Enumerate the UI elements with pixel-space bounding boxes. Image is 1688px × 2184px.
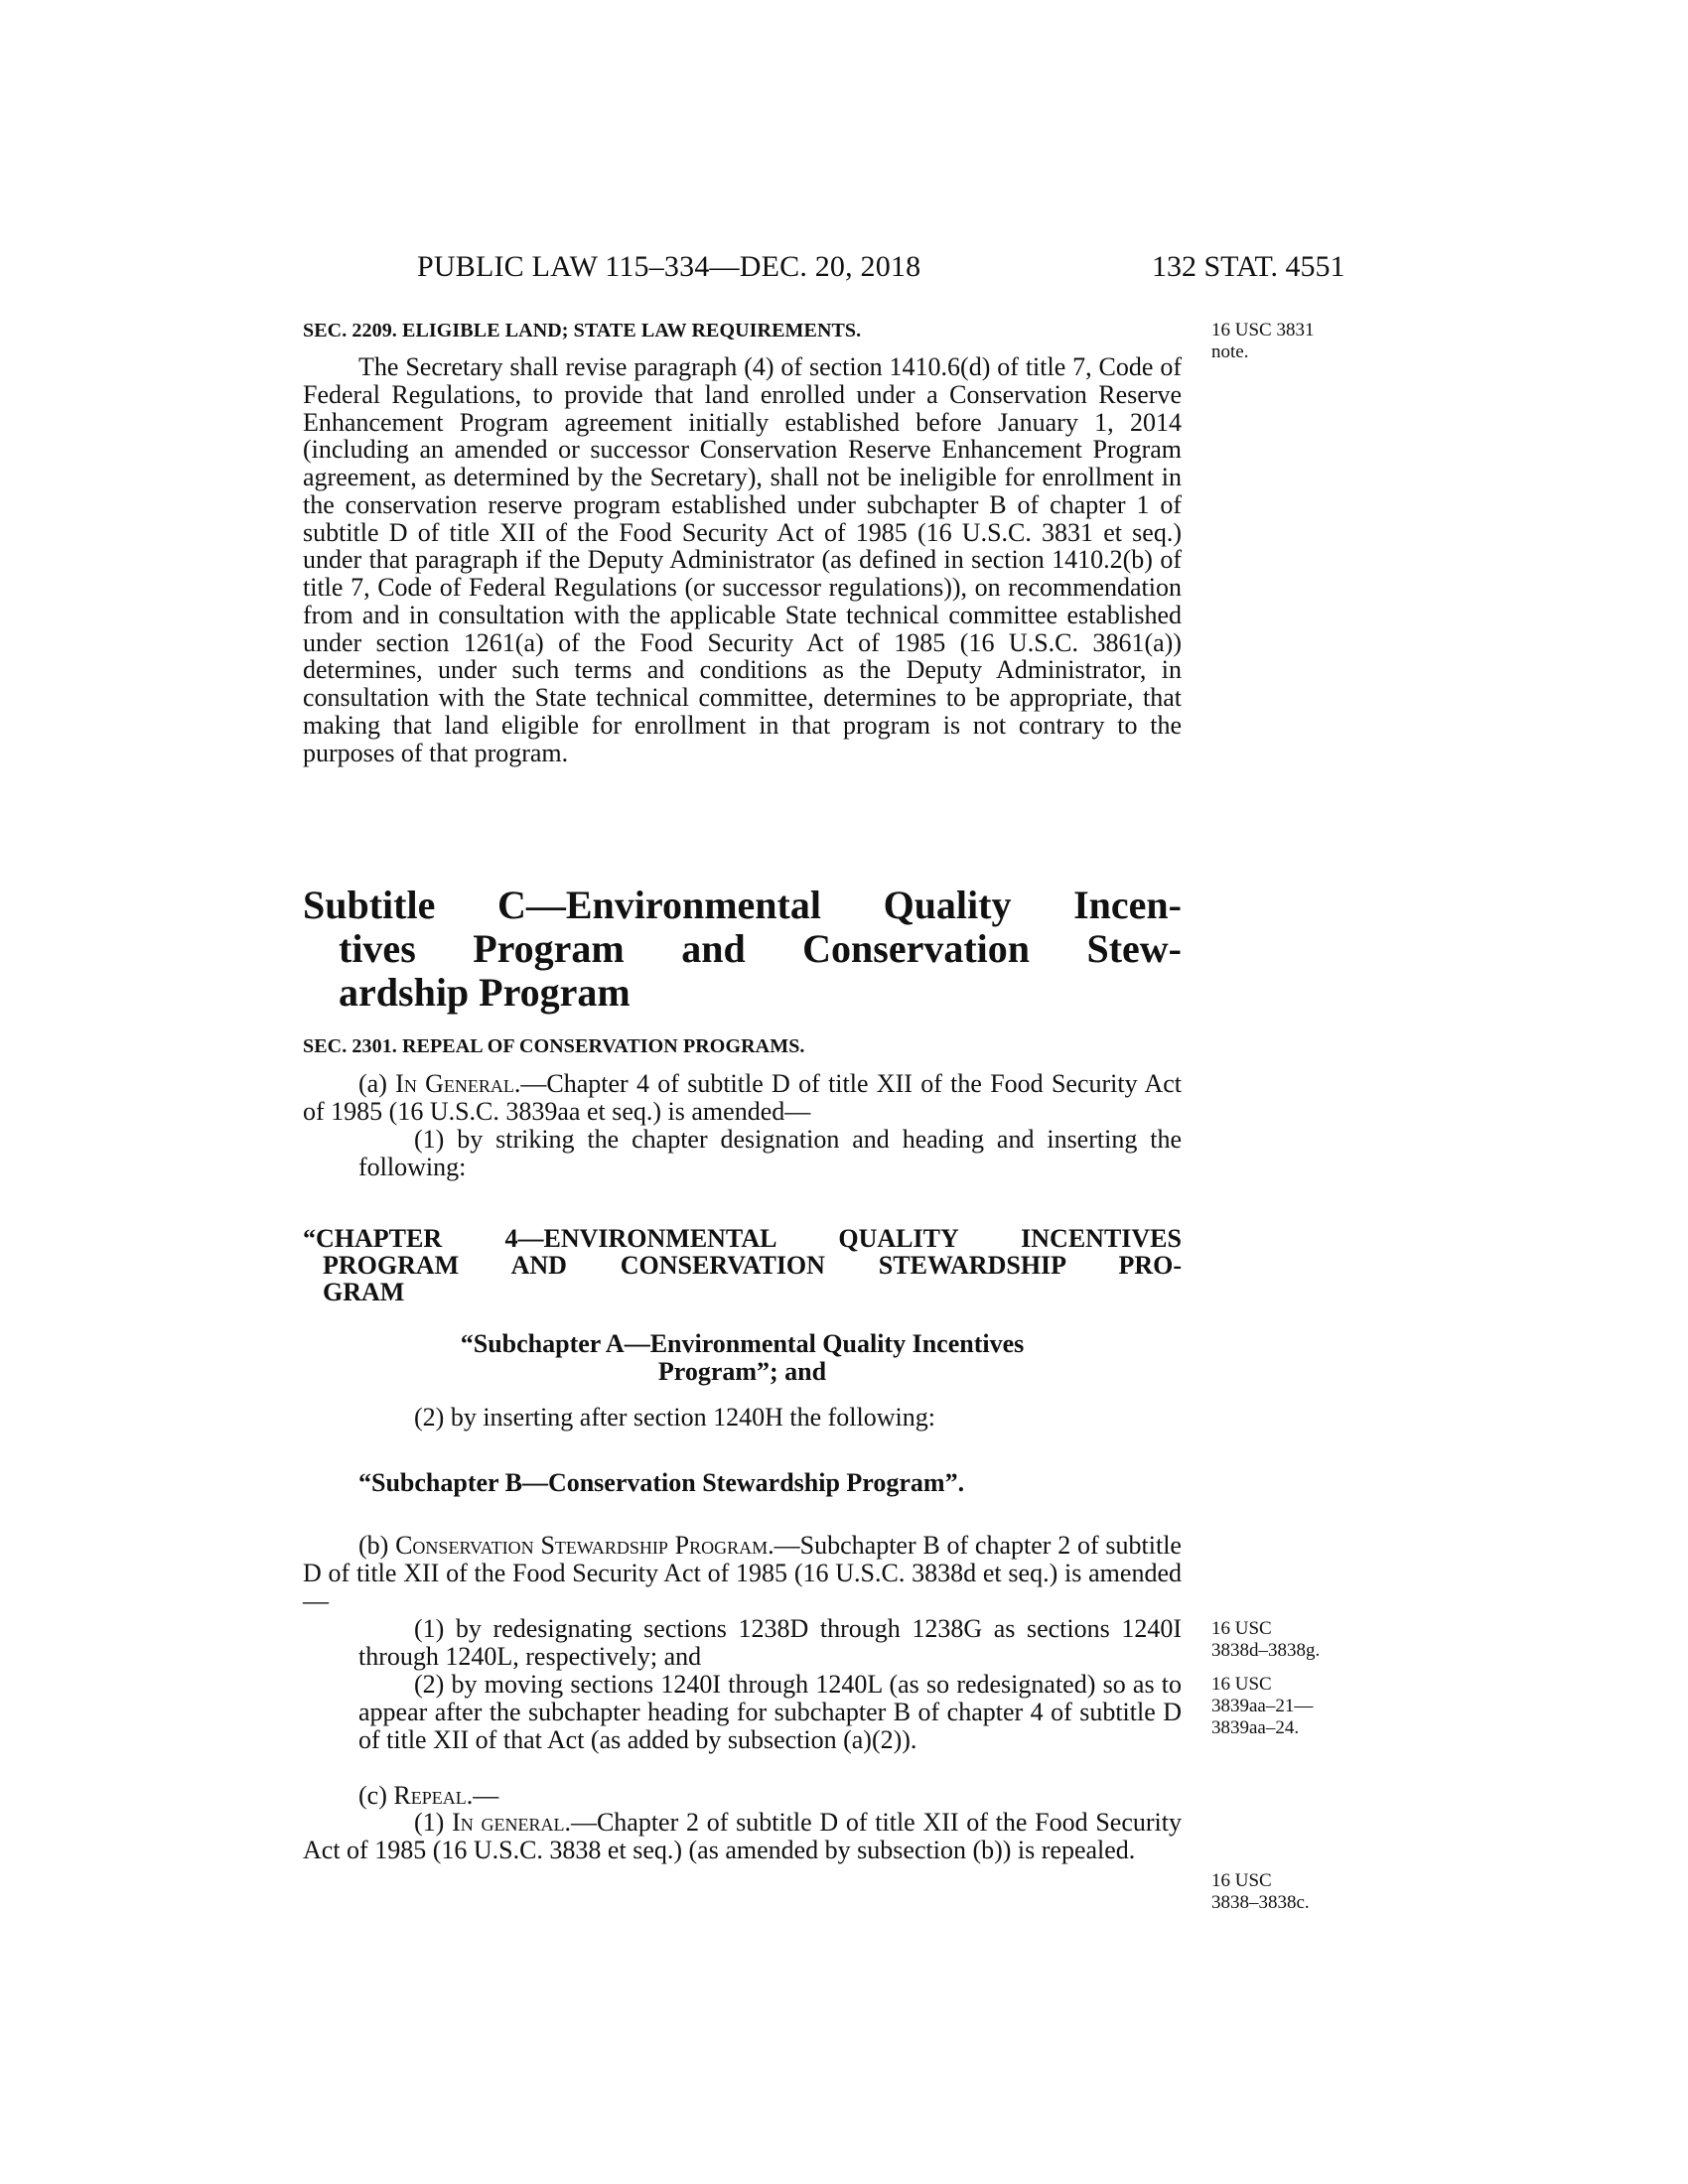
paragraph-c1-text: .—Chapter 2 of subtitle D of title XII of the Food Security Act of 1985 (16 U.S.C. 3838 et seq.) (as amended by subsection (b)) is repealed. xyxy=(303,1808,1182,1864)
paragraph-b1: (1) by redesignating sections 1238D through 1238G as sections 1240I through 1240L, respectively; and xyxy=(358,1614,1182,1671)
margin-note-line: 3839aa–24. xyxy=(1211,1717,1300,1738)
paragraph-a2: (2) by inserting after section 1240H the following: xyxy=(414,1403,935,1432)
margin-note-line: 16 USC 3831 xyxy=(1211,320,1315,341)
subchapter-b-heading: “Subchapter B—Conservation Stewardship Program”. xyxy=(358,1468,965,1497)
subchapter-a-line-1: “Subchapter A—Environmental Quality Incentives xyxy=(460,1329,1025,1358)
margin-note-c1 xyxy=(1211,1870,1310,1914)
margin-note-b1 xyxy=(1211,1618,1320,1662)
subsection-a-label: (a) xyxy=(358,1069,396,1098)
chapter-heading-line-1: “CHAPTER 4—ENVIRONMENTAL QUALITY INCENTIVES xyxy=(303,1224,1182,1253)
subchapter-a-heading xyxy=(303,1330,1182,1386)
subsection-c-label: (c) xyxy=(358,1781,394,1810)
margin-note-line: note. xyxy=(1211,341,1249,362)
subsection-c xyxy=(358,1781,498,1811)
subsection-a xyxy=(303,1070,1182,1126)
margin-note-line: 3838d–3838g. xyxy=(1211,1640,1321,1661)
subtitle-line-3: ardship Program xyxy=(339,970,631,1015)
margin-note-line: 3838–3838c. xyxy=(1211,1892,1310,1913)
margin-note-line: 3839aa–21— xyxy=(1211,1696,1314,1716)
chapter-4-heading xyxy=(303,1225,1182,1305)
sec-2301-heading: SEC. 2301. REPEAL OF CONSERVATION PROGRAMS. xyxy=(303,1035,805,1057)
sec-2209-body: The Secretary shall revise paragraph (4) of section 1410.6(d) of title 7, Code of Federal Regulations, to provide that land enrolled under a Conservation Reserve Enhancement Program agreement initially established before January 1, 2014 (including an amended or successor Conservation Reserve Enhancement Program agreement, as determined by the Secretary), shall not be ineligible for enrollment in the conservation reserve program established under subchapter B of chapter 1 of subtitle D of title XII of the Food Security Act of 1985 (16 U.S.C. 3831 et seq.) under that paragraph if the Deputy Administrator (as defined in section 1410.2(b) of title 7, Code of Federal Regulations (or successor regulations)), on recommendation from and in consultation with the applicable State technical committee established under section 1261(a) of the Food Security Act of 1985 (16 U.S.C. 3861(a)) determines, under such terms and conditions as the Deputy Administrator, in consultation with the State technical committee, determines to be appropriate, that making that land eligible for enrollment in that program is not contrary to the purposes of that program. xyxy=(303,352,1182,767)
subsection-a-text: .—Chapter 4 of subtitle D of title XII of the Food Security Act of 1985 (16 U.S.C. 3839aa et seq.) is amended— xyxy=(303,1069,1182,1126)
subtitle-line-1: Subtitle C—Environmental Quality Incen- xyxy=(303,883,1182,927)
subtitle-heading xyxy=(303,884,1182,1015)
paragraph-c1-label: (1) xyxy=(414,1808,453,1837)
running-head: PUBLIC LAW 115–334—DEC. 20, 2018 xyxy=(417,250,921,283)
paragraph-c1 xyxy=(303,1809,1182,1864)
margin-note-line: 16 USC xyxy=(1211,1618,1272,1639)
subsection-b-caption: Conservation Stewardship Program xyxy=(395,1531,769,1560)
paragraph-b2: (2) by moving sections 1240I through 1240L (as so redesignated) so as to appear after the subchapter heading for subchapter B of chapter 4 of subtitle D of title XII of that Act (as added by subsection (a)(2)). xyxy=(358,1670,1182,1754)
margin-note-sec-2209 xyxy=(1211,320,1314,363)
paragraph-a1: (1) by striking the chapter designation and heading and inserting the following: xyxy=(358,1125,1182,1181)
subsection-c-text: .— xyxy=(466,1781,499,1810)
subsection-b-label: (b) xyxy=(358,1531,396,1560)
chapter-heading-line-3: GRAM xyxy=(323,1278,405,1306)
subsection-a-caption: In General xyxy=(395,1069,514,1098)
subsection-b-text: .—Subchapter B of chapter 2 of subtitle D of title XII of the Food Security Act of 1985 (16 U.S.C. 3838d et seq.) is amended— xyxy=(303,1531,1182,1615)
subsection-c-caption: Repeal xyxy=(393,1781,467,1810)
page-stat-number: 132 STAT. 4551 xyxy=(1152,250,1345,283)
margin-note-b2 xyxy=(1211,1674,1313,1739)
margin-note-line: 16 USC xyxy=(1211,1870,1272,1891)
margin-note-line: 16 USC xyxy=(1211,1674,1272,1695)
sec-2209-heading: SEC. 2209. ELIGIBLE LAND; STATE LAW REQUIREMENTS. xyxy=(303,320,862,341)
subtitle-line-2: tives Program and Conservation Stew- xyxy=(339,926,1182,971)
paragraph-c1-caption: In general xyxy=(452,1808,565,1837)
subchapter-a-line-2: Program”; and xyxy=(657,1357,827,1386)
subsection-b xyxy=(303,1532,1182,1614)
chapter-heading-line-2: PROGRAM AND CONSERVATION STEWARDSHIP PRO- xyxy=(323,1251,1182,1280)
